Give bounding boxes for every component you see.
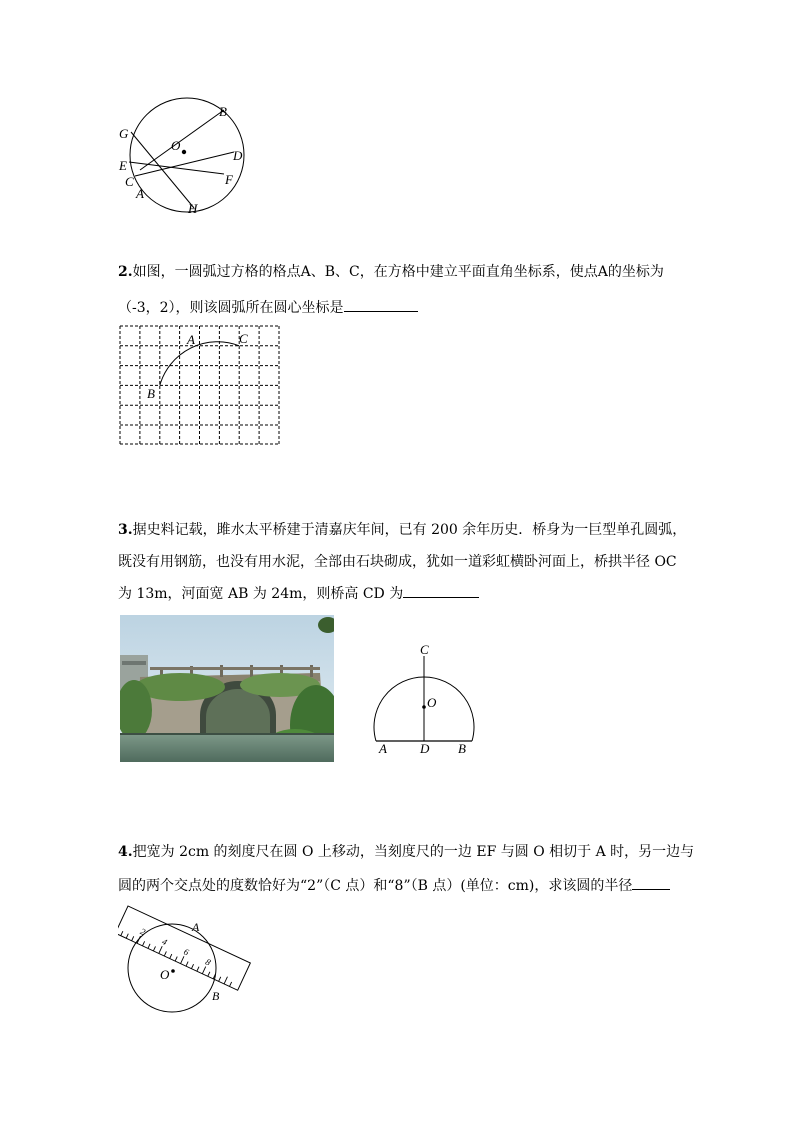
question-2-text-2: （-3，2），则该圆弧所在圆心坐标是 — [118, 300, 344, 316]
answer-blank-q4[interactable] — [632, 875, 670, 890]
point-label-c: C — [125, 174, 134, 189]
question-3-line-1 — [118, 520, 688, 540]
figure-3-arch-diagram — [370, 640, 480, 760]
point-label-g: G — [119, 126, 129, 141]
question-2-line-1 — [118, 262, 688, 282]
point-label-h: H — [188, 201, 198, 216]
ruler-mark-4: 4 — [160, 936, 169, 948]
question-4-number: 4. — [118, 844, 133, 860]
figure-2-grid-arc — [119, 325, 283, 447]
arch-label-o: O — [427, 695, 437, 710]
circle-label-o: O — [160, 967, 170, 982]
answer-blank-q2[interactable] — [344, 297, 418, 312]
arch-label-d: D — [420, 741, 430, 756]
question-3-line-3 — [118, 583, 688, 604]
question-3-text-2: 既没有用钢筋，也没有用水泥，全部由石块砌成，犹如一道彩虹横卧河面上，桥拱半径 OC — [118, 554, 677, 570]
question-4-text-1: 把宽为 2cm 的刻度尺在圆 O 上移动，当刻度尺的一边 EF 与圆 O 相切于 A 时，另一边与 — [132, 844, 695, 860]
grid-label-c: C — [239, 331, 248, 346]
ruler-mark-8: 8 — [203, 956, 213, 968]
question-3-line-2 — [118, 552, 688, 572]
ruler-label-a: A — [192, 920, 200, 934]
question-2-number: 2. — [118, 264, 133, 280]
question-2-text-1: 如图，一圆弧过方格的格点A、B、C，在方格中建立平面直角坐标系，使点A的坐标为 — [132, 264, 664, 280]
grid-label-a: A — [187, 332, 195, 347]
point-label-b: B — [219, 104, 227, 119]
figure-4-ruler-circle — [118, 900, 258, 1018]
question-4-text-2: 圆的两个交点处的度数恰好为“2”（C 点）和“8”（B 点）(单位：cm)，求该圆的半径 — [118, 878, 633, 894]
point-label-a: A — [136, 186, 144, 201]
circle-label-b: B — [212, 989, 220, 1003]
question-3-text-3: 为 13m，河面宽 AB 为 24m，则桥高 CD 为 — [118, 586, 404, 602]
question-3-number: 3. — [118, 522, 133, 538]
point-label-o: O — [171, 138, 181, 153]
arch-label-b: B — [458, 741, 466, 756]
question-2-line-2 — [118, 297, 688, 318]
figure-1-circle-chords — [112, 96, 252, 220]
answer-blank-q3[interactable] — [403, 583, 479, 598]
question-4-line-1 — [118, 842, 695, 862]
point-label-d: D — [233, 148, 243, 163]
ruler-mark-6: 6 — [182, 946, 191, 958]
ruler-mark-2: 2 — [138, 926, 147, 938]
arch-label-a: A — [379, 741, 387, 756]
point-label-e: E — [119, 158, 127, 173]
point-label-f: F — [225, 172, 233, 187]
question-3-text-1: 据史料记载，雎水太平桥建于清嘉庆年间，已有 200 余年历史．桥身为一巨型单孔圆弧， — [132, 522, 687, 538]
arch-label-c: C — [420, 642, 429, 657]
question-4-line-2 — [118, 875, 688, 896]
bridge-photo — [120, 615, 334, 762]
grid-label-b: B — [147, 386, 155, 401]
